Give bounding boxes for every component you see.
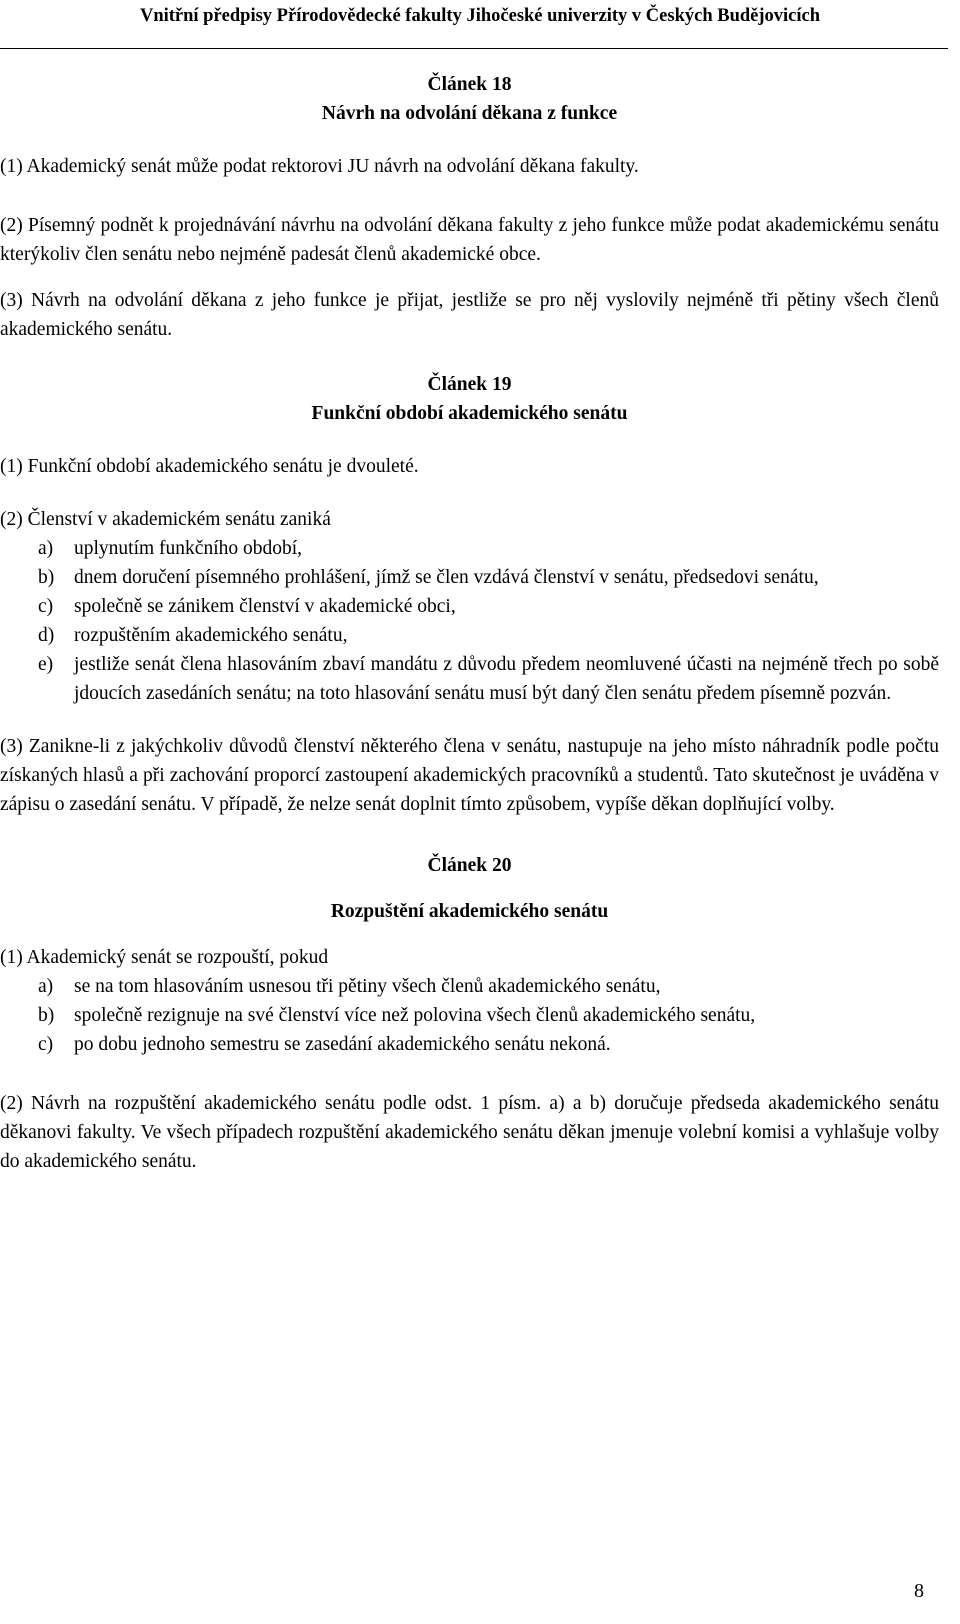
- list-item-text: jestliže senát člena hlasováním zbaví mandátu z důvodu předem neomluvené účasti na nejméně třech po sobě jdoucích zasedáních senátu; na toto hlasování senátu musí být daný člen senátu předem písemně pozván.: [74, 654, 939, 704]
- list-item-marker: b): [38, 567, 55, 588]
- article-19-number: Článek 19: [427, 374, 512, 395]
- article-20-paragraph-1-intro: (1) Akademický senát se rozpouští, pokud: [0, 947, 329, 968]
- list-item-marker: a): [38, 538, 54, 559]
- article-20-number: Článek 20: [427, 855, 512, 876]
- document-header: Vnitřní předpisy Přírodovědecké fakulty Jihočeské univerzity v Českých Budějovicích: [139, 6, 821, 26]
- list-item-text: se na tom hlasováním usnesou tři pětiny všech členů akademického senátu,: [74, 976, 661, 997]
- list-item-marker: c): [38, 596, 54, 617]
- list-item-text: uplynutím funkčního období,: [74, 538, 303, 559]
- list-item: [38, 534, 939, 563]
- list-item-marker: a): [38, 976, 54, 997]
- article-19-paragraph-3: (3) Zanikne-li z jakýchkoliv důvodů členství některého člena v senátu, nastupuje na jeho místo náhradník podle počtu získaných hlasů a při zachování proporcí zastoupení akademických pracovníků a studentů. Tato skutečnost je uváděna v zápisu o zasedání senátu. V případě, že nelze senát doplnit tímto způsobem, vypíše děkan doplňující volby.: [0, 736, 939, 815]
- header-divider: [0, 48, 948, 49]
- article-18-paragraph-2: (2) Písemný podnět k projednávání návrhu na odvolání děkana fakulty z jeho funkce může podat akademickému senátu kterýkoliv člen senátu nebo nejméně padesát členů akademické obce.: [0, 215, 939, 265]
- list-item-marker: d): [38, 625, 55, 646]
- list-item-text: dnem doručení písemného prohlášení, jímž se člen vzdává členství v senátu, předsedovi senátu,: [74, 567, 819, 588]
- list-item-text: po dobu jednoho semestru se zasedání akademického senátu nekoná.: [74, 1034, 611, 1055]
- page-number: 8: [914, 1580, 924, 1602]
- list-item-marker: b): [38, 1005, 55, 1026]
- article-19-paragraph-1: (1) Funkční období akademického senátu je dvouleté.: [0, 456, 419, 477]
- article-19-list: [0, 534, 939, 708]
- list-item-text: společně rezignuje na své členství více než polovina všech členů akademického senátu,: [74, 1005, 756, 1026]
- list-item: [38, 621, 939, 650]
- list-item: [38, 563, 939, 592]
- list-item: [38, 650, 939, 708]
- list-item-text: rozpuštěním akademického senátu,: [74, 625, 348, 646]
- list-item: [38, 592, 939, 621]
- list-item: [38, 1001, 939, 1030]
- list-item: [38, 972, 939, 1001]
- article-18-title: Návrh na odvolání děkana z funkce: [321, 103, 618, 124]
- article-19-paragraph-2-intro: (2) Členství v akademickém senátu zaniká: [0, 509, 331, 530]
- article-20-list: [0, 972, 939, 1059]
- article-19-title: Funkční období akademického senátu: [311, 403, 628, 424]
- article-20-title: Rozpuštění akademického senátu: [330, 901, 609, 922]
- list-item-text: společně se zánikem členství v akademické obci,: [74, 596, 456, 617]
- list-item: [38, 1030, 939, 1059]
- article-18-paragraph-3: (3) Návrh na odvolání děkana z jeho funkce je přijat, jestliže se pro něj vyslovily nejméně tři pětiny všech členů akademického senátu.: [0, 290, 939, 340]
- list-item-marker: e): [38, 654, 54, 675]
- article-18-paragraph-1: (1) Akademický senát může podat rektorovi JU návrh na odvolání děkana fakulty.: [0, 156, 639, 177]
- article-20-paragraph-2: (2) Návrh na rozpuštění akademického senátu podle odst. 1 písm. a) a b) doručuje předseda akademického senátu děkanovi fakulty. Ve všech případech rozpuštění akademického senátu děkan jmenuje volební komisi a vyhlašuje volby do akademického senátu.: [0, 1093, 939, 1172]
- document-body: [0, 70, 939, 1176]
- list-item-marker: c): [38, 1034, 54, 1055]
- article-18-number: Článek 18: [427, 74, 512, 95]
